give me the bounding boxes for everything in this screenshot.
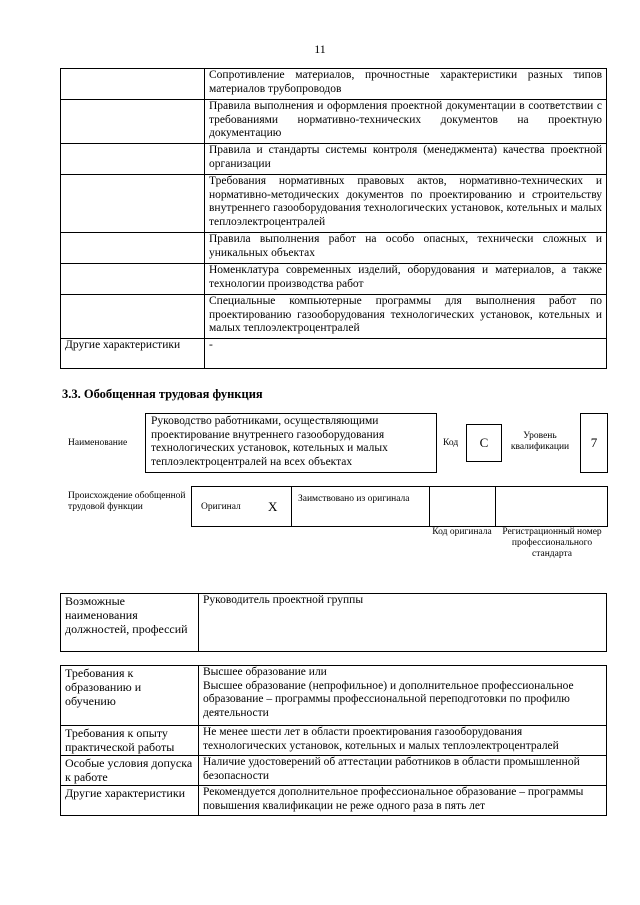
gtf-name-value: Руководство работниками, осуществляющими проектирование внутреннего газооборудования технологических установок, котельных и малых теплоэлектроцентралей на всех объектах xyxy=(151,415,388,468)
table-cell-right: - xyxy=(205,339,607,369)
origin-borrowed-label: Заимствовано из оригинала xyxy=(298,494,410,504)
table-cell-right: Сопротивление материалов, прочностные характеристики разных типов материалов трубопроводов xyxy=(205,69,607,100)
section-title: 3.3. Обобщенная трудовая функция xyxy=(62,387,263,401)
table-cell-left xyxy=(61,69,205,100)
table-row xyxy=(61,594,607,652)
requirements-table xyxy=(60,665,607,816)
table-row xyxy=(61,233,607,264)
gtf-name-label: Наименование xyxy=(68,438,128,448)
table-cell-left xyxy=(61,175,205,233)
origin-code-caption: Код оригинала xyxy=(432,527,492,537)
table-cell-left xyxy=(61,295,205,339)
table-cell-right: Номенклатура современных изделий, оборудования и материалов, а также технологии производства работ xyxy=(205,264,607,295)
table-row xyxy=(61,295,607,339)
table-cell-left xyxy=(61,144,205,175)
table-cell-left xyxy=(61,100,205,144)
table-cell-left: Особые условия допуска к работе xyxy=(61,756,199,786)
table-cell-left: Другие характеристики xyxy=(61,339,205,369)
table-cell-left: Другие характеристики xyxy=(61,786,199,816)
gtf-code-value: С xyxy=(466,424,502,462)
table-cell-right: Руководитель проектной группы xyxy=(199,594,607,652)
origin-original-label: Оригинал xyxy=(201,502,241,512)
page-number: 11 xyxy=(314,42,326,56)
table-cell-right: Высшее образование или Высшее образование (непрофильное) и дополнительное профессиональное образование – программы профессиональной переподготовки по профилю деятельности xyxy=(199,666,607,726)
table-cell-right: Не менее шести лет в области проектирования газооборудования технологических установок, котельных и малых теплоэлектроцентралей xyxy=(199,726,607,756)
origin-label: Происхождение обобщенной трудовой функции xyxy=(68,491,186,512)
table-cell-right: Специальные компьютерные программы для выполнения работ по проектированию газооборудования технологических установок, котельных и малых теплоэлектроцентралей xyxy=(205,295,607,339)
table-row xyxy=(61,666,607,726)
table-row xyxy=(61,175,607,233)
table-cell-right: Правила выполнения работ на особо опасных, технически сложных и уникальных объектах xyxy=(205,233,607,264)
table-cell-left xyxy=(61,233,205,264)
origin-original-mark: X xyxy=(268,499,278,514)
table-row xyxy=(61,144,607,175)
table-row xyxy=(61,264,607,295)
table-row xyxy=(61,69,607,100)
table-row xyxy=(61,756,607,786)
table-cell-left: Требования к образованию и обучению xyxy=(61,666,199,726)
gtf-level-label: Уровень квалификации xyxy=(510,431,570,452)
origin-divider xyxy=(495,487,496,526)
gtf-name-box xyxy=(145,413,437,473)
origin-reg-caption: Регистрационный номер профессионального стандарта xyxy=(502,527,602,559)
table-row xyxy=(61,786,607,816)
job-titles-table xyxy=(60,593,607,652)
table-cell-right: Правила выполнения и оформления проектной документации в соответствии с требованиями нормативно-технических документов на проектную документацию xyxy=(205,100,607,144)
table-cell-left: Возможные наименования должностей, профессий xyxy=(61,594,199,652)
table-row xyxy=(61,100,607,144)
table-cell-left: Требования к опыту практической работы xyxy=(61,726,199,756)
gtf-level-value: 7 xyxy=(580,413,608,473)
origin-divider xyxy=(429,487,430,526)
table-row xyxy=(61,726,607,756)
table-cell-right: Требования нормативных правовых актов, нормативно-технических и нормативно-методических документов по проектированию и строительству внутреннего газооборудования технологических установок, котельных и малых теплоэлектроцентралей xyxy=(205,175,607,233)
knowledge-table xyxy=(60,68,607,369)
origin-divider xyxy=(291,487,292,526)
table-cell-right: Наличие удостоверений об аттестации работников в области промышленной безопасности xyxy=(199,756,607,786)
gtf-code-label: Код xyxy=(443,438,459,448)
table-row xyxy=(61,339,607,369)
table-cell-right: Правила и стандарты системы контроля (менеджмента) качества проектной организации xyxy=(205,144,607,175)
table-cell-left xyxy=(61,264,205,295)
origin-box xyxy=(191,486,608,527)
table-cell-right: Рекомендуется дополнительное профессиональное образование – программы повышения квалификации не реже одного раза в пять лет xyxy=(199,786,607,816)
